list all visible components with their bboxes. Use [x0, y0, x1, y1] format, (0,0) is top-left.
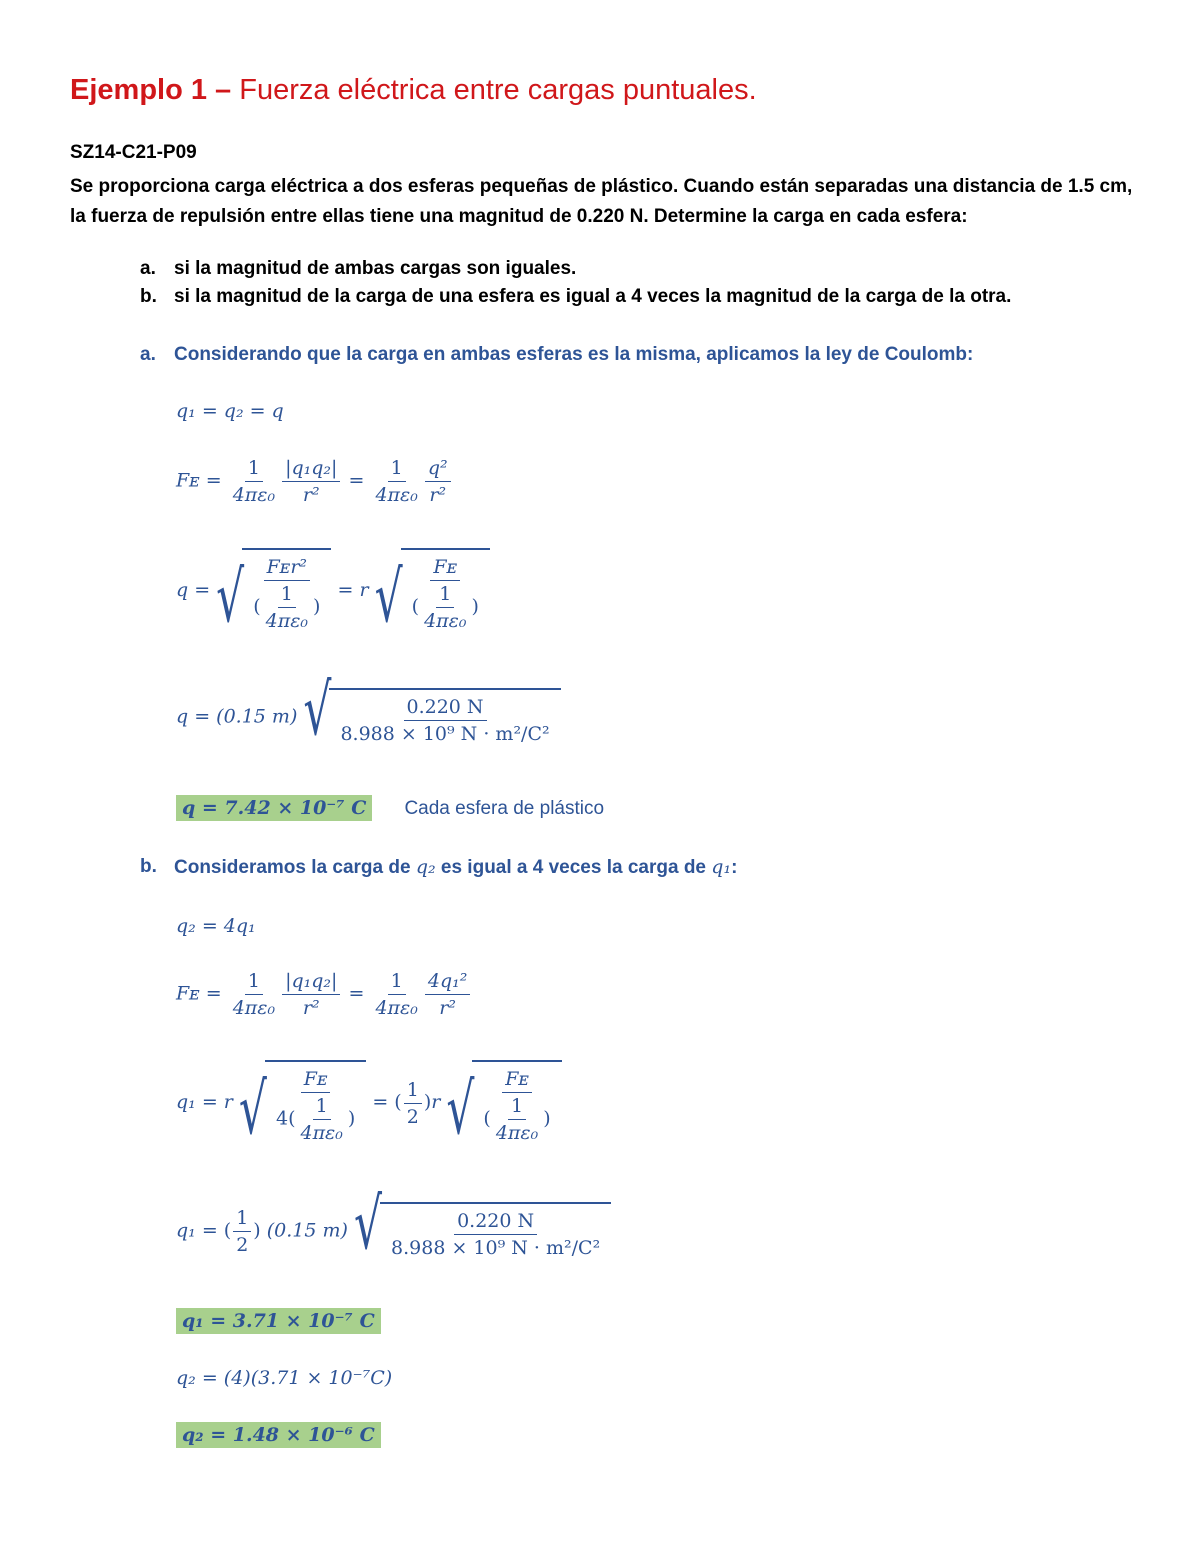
numerator: |q₁q₂| — [282, 455, 340, 482]
equation-q2-4q1: q₂ = 4q₁ — [176, 915, 256, 937]
fraction — [250, 554, 323, 634]
question-text: si la magnitud de ambas cargas son iguales. — [174, 258, 577, 279]
q2-symbol: q₂ — [415, 856, 436, 878]
question-label: b. — [140, 286, 157, 307]
numerator: 1 — [233, 1205, 251, 1232]
force-symbol: Fᴇ — [176, 982, 200, 1005]
result-b1-row — [176, 1310, 381, 1332]
denominator: ( $\frac{1}{\text{4πε₀}}$ ) — [411, 583, 479, 632]
square-root: √ Fᴇr² ( $\frac{1}{\text{4πε₀}}$ ) — [216, 548, 331, 634]
fraction — [372, 968, 420, 1021]
document-title — [70, 74, 757, 107]
numerator: 1 — [313, 1093, 331, 1120]
equation-substitute-b: q₁ = ( $\frac{1}{2}$ ) (0.15 m) √ $\frac{0.220 N}{\text{8.988 × 10⁹ N · m²/C²}}$ — [176, 1202, 611, 1261]
denominator: 8.988 × 10⁹ N · m²/C² — [391, 1237, 601, 1259]
fraction — [273, 1066, 358, 1146]
denominator: r² — [302, 997, 320, 1019]
question-label: a. — [140, 258, 156, 279]
text-part: Consideramos la carga de — [174, 857, 411, 878]
fraction — [388, 1208, 603, 1261]
solution-label: a. — [140, 344, 156, 365]
denominator: 4( $\frac{1}{\text{4πε₀}}$ ) — [275, 1095, 356, 1144]
equation-substitute-a: q = (0.15 m) √ $\frac{0.220 N}{\text{8.988 × 10⁹ N · m²/C²}}$ — [176, 688, 561, 747]
numerator: 1 — [245, 968, 263, 995]
square-root: √ Fᴇ ( $\frac{1}{\text{4πε₀}}$ ) — [375, 548, 490, 634]
solution-label: b. — [140, 856, 157, 877]
q1-symbol: q₁ — [176, 1219, 196, 1242]
equation-coulomb-a: Fᴇ = $\frac{1}{\text{4πε₀}}$ $\frac{\text{|q₁q₂|}}{\text{r²}}$ = $\frac{1}{\text{4πε₀}}$ $\frac{\text{q²}}{\text{r²}}$ — [176, 455, 453, 508]
force-symbol: Fᴇ — [176, 469, 200, 492]
numerator: 0.220 N — [404, 694, 487, 721]
numerator: q² — [425, 455, 451, 482]
numerator: 4q₁² — [425, 968, 470, 995]
result-q1: q₁ = 3.71 × 10⁻⁷ C — [176, 1308, 381, 1334]
denominator: 2 — [406, 1105, 419, 1128]
fraction — [337, 694, 552, 747]
result-b2-row — [176, 1424, 381, 1446]
square-root: √ $\frac{0.220 N}{\text{8.988 × 10⁹ N · m²/C²}}$ — [303, 688, 560, 747]
fraction — [404, 1077, 422, 1130]
denominator: r² — [302, 484, 320, 506]
numerator: 1 — [436, 581, 454, 608]
fraction — [233, 1205, 251, 1258]
denominator: 4πε₀ — [424, 610, 467, 632]
result-a-row — [176, 797, 604, 820]
fraction — [282, 968, 340, 1021]
denominator: ( $\frac{1}{\text{4πε₀}}$ ) — [253, 583, 321, 632]
equation-solve-q1: q₁ = r √ Fᴇ 4( $\frac{1}{\text{4πε₀}}$ ) = ( $\frac{1}{2}$ )r √ Fᴇ ( $\frac{1}{\text{4πε₀}}$ ) — [176, 1060, 562, 1146]
denominator: 4πε₀ — [495, 1122, 539, 1144]
numerator: 1 — [404, 1077, 422, 1104]
numerator: |q₁q₂| — [282, 968, 340, 995]
problem-code: SZ14-C21-P09 — [70, 142, 197, 163]
denominator: 4πε₀ — [265, 610, 309, 632]
result-a-note: Cada esfera de plástico — [404, 798, 605, 819]
square-root: √ Fᴇ 4( $\frac{1}{\text{4πε₀}}$ ) — [239, 1060, 366, 1146]
equation-coulomb-b: Fᴇ = $\frac{1}{\text{4πε₀}}$ $\frac{\text{|q₁q₂|}}{\text{r²}}$ = $\frac{1}{\text{4πε₀}}$ $\frac{\text{4q₁²}}{\text{r²}}$ — [176, 968, 472, 1021]
denominator: 4πε₀ — [300, 1122, 343, 1144]
fraction — [372, 455, 420, 508]
numerator: Fᴇr² — [264, 554, 310, 581]
denominator: 4πε₀ — [375, 997, 418, 1019]
fraction — [425, 455, 451, 508]
equation-q2-value: q₂ = (4)(3.71 × 10⁻⁷C) — [176, 1367, 393, 1389]
equation-solve-q: q = √ Fᴇr² ( $\frac{1}{\text{4πε₀}}$ ) = r √ Fᴇ ( $\frac{1}{\text{4πε₀}}$ ) — [176, 548, 490, 634]
title-prefix: Ejemplo 1 – — [70, 74, 232, 106]
numerator: Fᴇ — [502, 1066, 532, 1093]
problem-statement: Se proporciona carga eléctrica a dos esferas pequeñas de plástico. Cuando están separadas una distancia de 1.5 cm, la fuerza de repulsión entre ellas tiene una magnitud de 0.220 N. Determine la carga en cada esfera: — [70, 176, 1133, 227]
title-text: Fuerza eléctrica entre cargas puntuales. — [239, 74, 757, 106]
fraction — [425, 968, 470, 1021]
solution-text: Considerando que la carga en ambas esferas es la misma, aplicamos la ley de Coulomb: — [174, 344, 974, 365]
text-part: es igual a 4 veces la carga de — [440, 857, 706, 878]
result-a: q = 7.42 × 10⁻⁷ C — [176, 795, 372, 821]
question-text: si la magnitud de la carga de una esfera es igual a 4 veces la magnitud de la carga de la otra. — [174, 286, 1012, 307]
denominator: ( $\frac{1}{\text{4πε₀}}$ ) — [483, 1095, 551, 1144]
denominator: 4πε₀ — [232, 997, 276, 1019]
denominator: 4πε₀ — [375, 484, 418, 506]
numerator: 1 — [388, 455, 406, 482]
numerator: 1 — [508, 1093, 526, 1120]
denominator: 2 — [236, 1234, 249, 1256]
q1-symbol: q₁ — [176, 1091, 196, 1113]
numerator: Fᴇ — [301, 1066, 331, 1093]
numerator: 1 — [388, 968, 406, 995]
denominator: 8.988 × 10⁹ N · m²/C² — [340, 723, 550, 745]
denominator: 4πε₀ — [232, 484, 276, 506]
solution-text — [174, 856, 737, 879]
fraction — [480, 1066, 553, 1146]
numerator: 1 — [278, 581, 296, 608]
denominator: r² — [439, 997, 456, 1019]
numerator: 0.220 N — [454, 1208, 537, 1235]
numerator: 1 — [245, 455, 263, 482]
square-root: √ Fᴇ ( $\frac{1}{\text{4πε₀}}$ ) — [446, 1060, 561, 1146]
factor: 4 — [275, 1107, 289, 1130]
text-part: : — [731, 857, 738, 878]
numerator: Fᴇ — [430, 554, 460, 581]
fraction — [282, 455, 340, 508]
equation-equal-charges: q₁ = q₂ = q — [176, 400, 284, 422]
fraction — [230, 455, 278, 508]
denominator: r² — [429, 484, 447, 506]
radius-value: (0.15 m) — [266, 1219, 348, 1242]
fraction — [409, 554, 482, 634]
fraction — [230, 968, 278, 1021]
q1-symbol: q₁ — [711, 856, 732, 878]
square-root: √ $\frac{0.220 N}{\text{8.988 × 10⁹ N · m²/C²}}$ — [354, 1202, 611, 1261]
radius-value: (0.15 m) — [216, 705, 298, 728]
result-q2: q₂ = 1.48 × 10⁻⁶ C — [176, 1422, 381, 1448]
